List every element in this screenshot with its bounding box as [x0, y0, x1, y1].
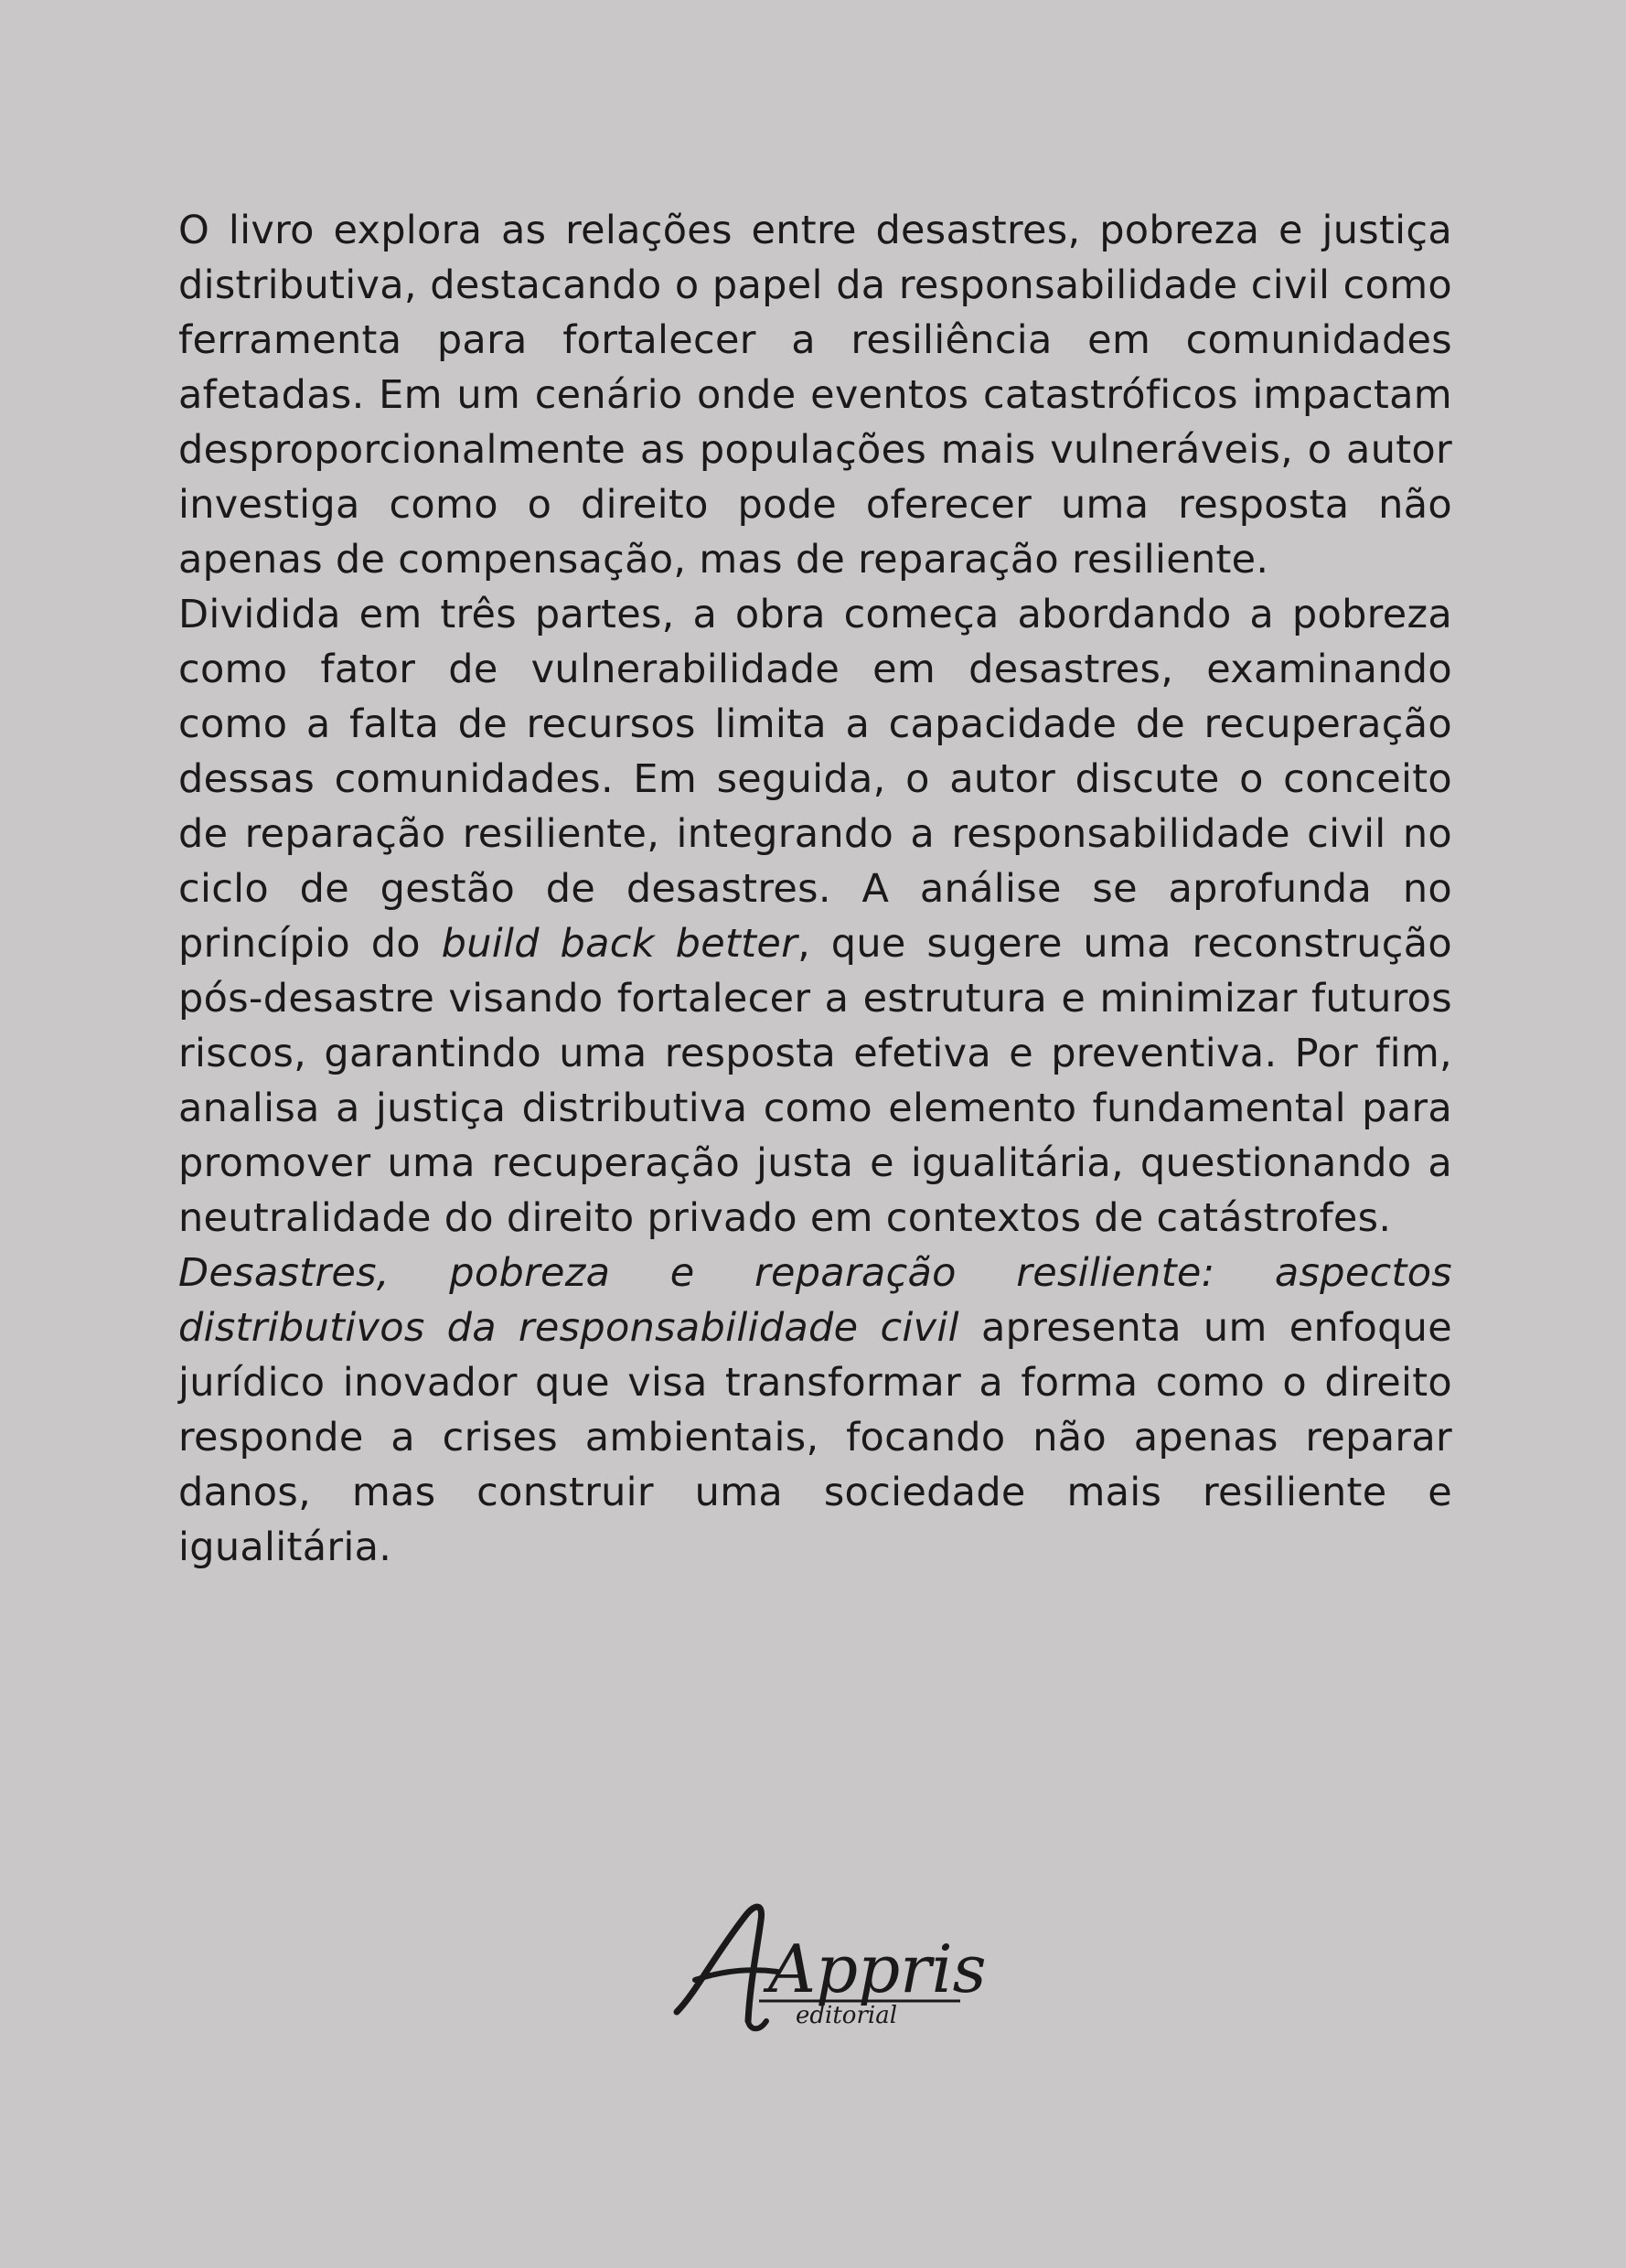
appris-editorial-logo [658, 1884, 988, 2049]
paragraph-2-intro: Dividida em três partes, a obra começa abordando a pobreza como fator de vulnerabilidade em desastres, examinando como a falta de recursos limita a capacidade de recuperação dessas comunidades. Em seguida, o autor discute o conceito de reparação resiliente, integrando a responsabilidade civil no ciclo de gestão de desastres. A análise se aprofunda no princípio do [178, 592, 1452, 967]
back-cover-text [178, 203, 1452, 1575]
paragraph-3-rest: apresenta um enfoque jurídico inovador que visa transformar a forma como o direito responde a crises ambientais, focando não apenas reparar danos, mas construir uma sociedade mais resiliente e igualitária. [178, 1305, 1452, 1570]
italic-term-build-back-better: build back better [441, 921, 798, 967]
synopsis-paragraph-1: O livro explora as relações entre desastres, pobreza e justiça distributiva, destacando o papel da responsabilidade civil como ferramenta para fortalecer a resiliência em comunidades afetadas. Em um cenário onde eventos catastróficos impactam desproporcionalmente as populações mais vulneráveis, o autor investiga como o direito pode oferecer uma resposta não apenas de compensação, mas de reparação resiliente. [178, 208, 1452, 583]
book-title-italic: Desastres, pobreza e reparação resiliente: aspectos distributivos da responsabilidade civil [178, 1250, 1452, 1351]
paragraph-2-rest: , que sugere uma reconstrução pós-desastre visando fortalecer a estrutura e minimizar futuros riscos, garantindo uma resposta efetiva e preventiva. Por fim, analisa a justiça distributiva como elemento fundamental para promover uma recuperação justa e igualitária, questionando a neutralidade do direito privado em contextos de catástrofes. [178, 921, 1453, 1241]
logo-subtitle: editorial [796, 2002, 898, 2029]
logo-wordmark: Appris [768, 1931, 987, 2007]
synopsis-paragraph-2 [178, 587, 1452, 1246]
synopsis-paragraph-3 [178, 1246, 1452, 1575]
